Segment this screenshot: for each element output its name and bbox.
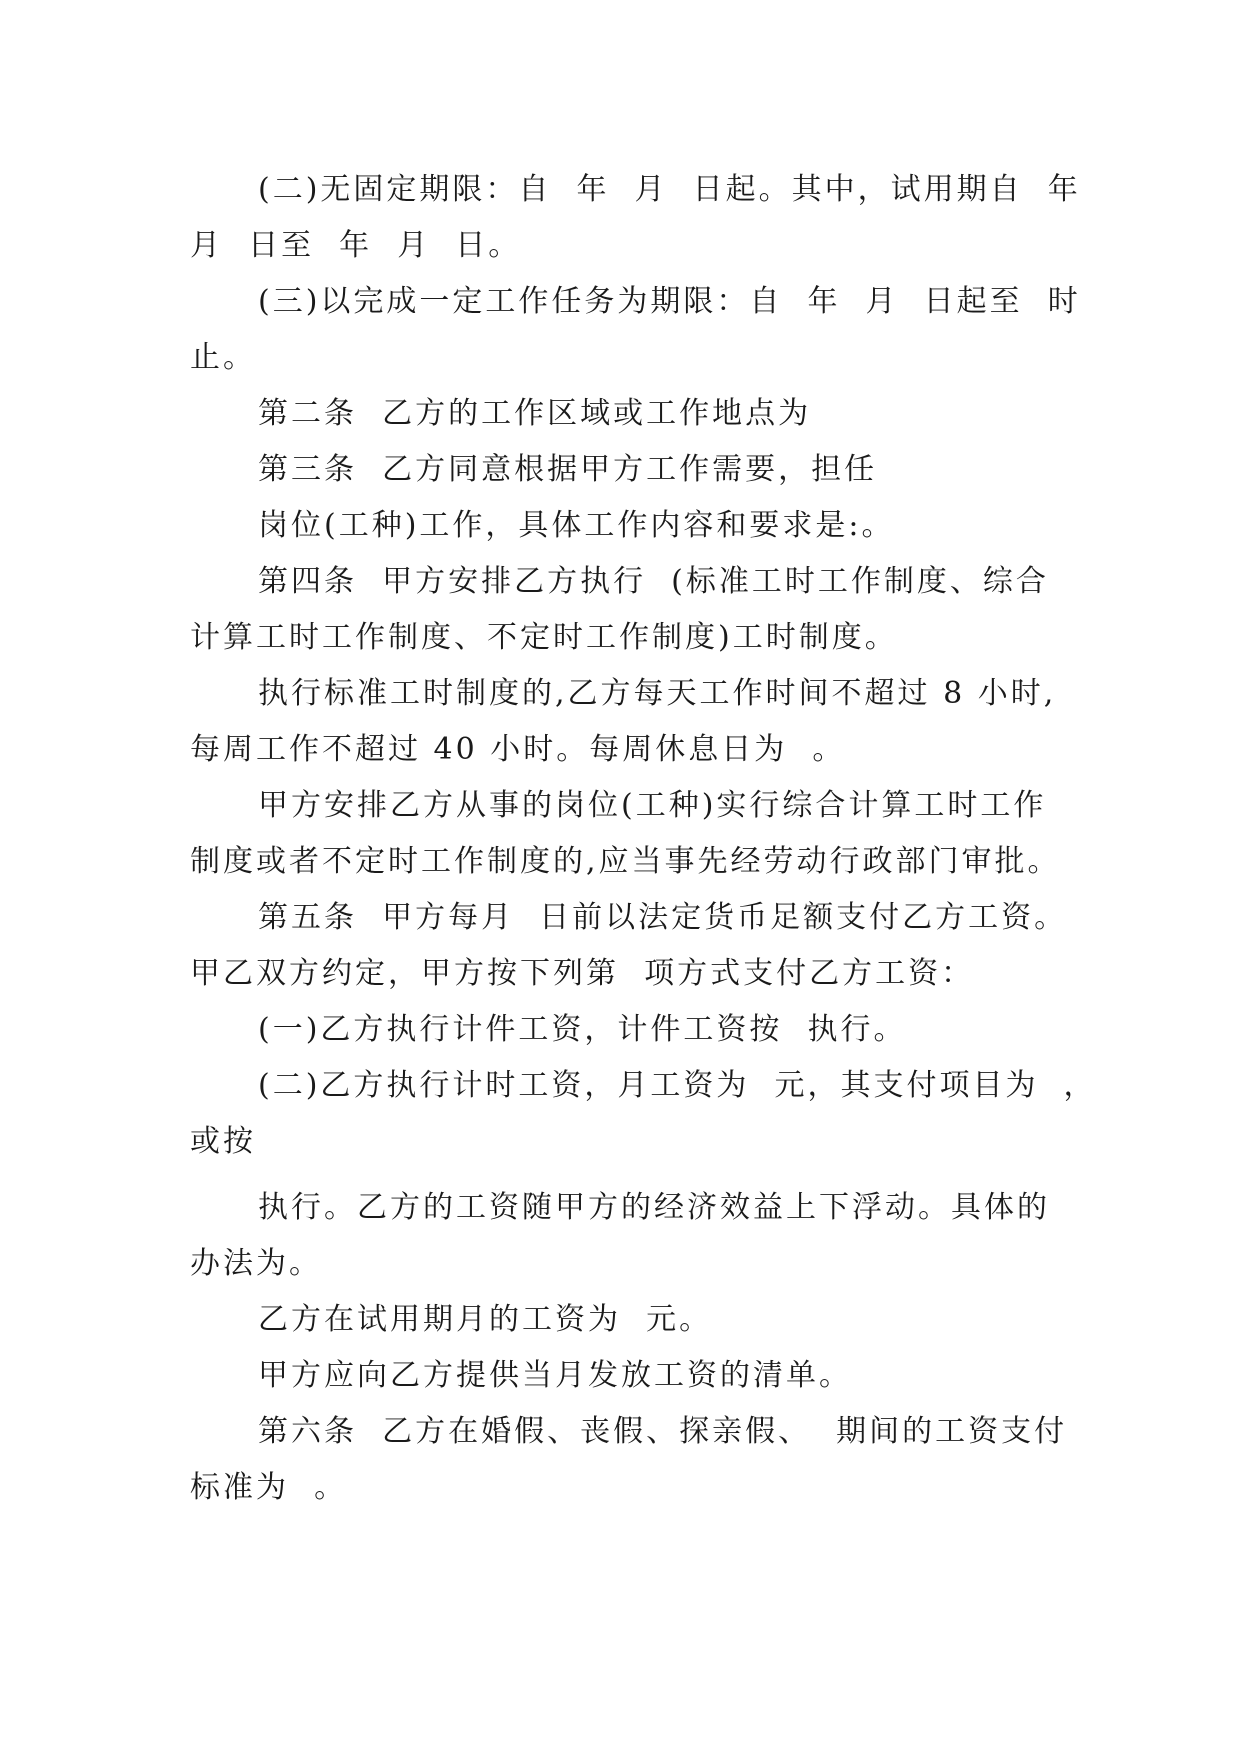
wage-option-piecework: (一)乙方执行计件工资，计件工资按 执行。 — [258, 1012, 907, 1047]
clause-term-indefinite-cont: 月 日至 年 月 日。 — [190, 228, 522, 263]
article-3-position-cont: 岗位(工种)工作，具体工作内容和要求是:。 — [258, 508, 895, 543]
article-5-wages-cont: 甲乙双方约定，甲方按下列第 项方式支付乙方工资： — [190, 956, 975, 991]
approval-paragraph: 甲方安排乙方从事的岗位(工种)实行综合计算工时工作 — [258, 788, 1047, 823]
clause-term-task-cont: 止。 — [190, 340, 256, 375]
approval-paragraph-cont: 制度或者不定时工作制度的,应当事先经劳动行政部门审批。 — [190, 844, 1061, 879]
wage-floating-paragraph: 执行。乙方的工资随甲方的经济效益上下浮动。具体的 — [258, 1190, 1050, 1225]
article-3-position: 第三条 乙方同意根据甲方工作需要，担任 — [258, 452, 878, 487]
article-2-work-location: 第二条 乙方的工作区域或工作地点为 — [258, 396, 812, 431]
article-4-working-hours-cont: 计算工时工作制度、不定时工作制度)工时制度。 — [190, 620, 898, 655]
wage-option-time-based: (二)乙方执行计时工资，月工资为 元，其支付项目为 ， — [258, 1068, 1097, 1103]
wage-floating-paragraph-cont: 办法为。 — [190, 1246, 322, 1281]
probation-wage: 乙方在试用期月的工资为 元。 — [258, 1302, 713, 1337]
article-4-working-hours: 第四条 甲方安排乙方执行 (标准工时工作制度、综合 — [258, 564, 1049, 599]
wage-option-time-based-cont: 或按 — [190, 1124, 256, 1159]
wage-statement: 甲方应向乙方提供当月发放工资的清单。 — [258, 1358, 852, 1393]
article-5-wages: 第五条 甲方每月 日前以法定货币足额支付乙方工资。 — [258, 900, 1068, 935]
clause-term-task: (三)以完成一定工作任务为期限：自 年 月 日起至 时 — [258, 284, 1081, 319]
standard-hours-paragraph: 执行标准工时制度的,乙方每天工作时间不超过 8 小时, — [258, 676, 1057, 711]
article-6-leave-pay: 第六条 乙方在婚假、丧假、探亲假、 期间的工资支付 — [258, 1414, 1068, 1449]
article-6-leave-pay-cont: 标准为 。 — [190, 1470, 348, 1505]
standard-hours-paragraph-cont: 每周工作不超过 40 小时。每周休息日为 。 — [190, 732, 846, 767]
clause-term-indefinite: (二)无固定期限：自 年 月 日起。其中，试用期自 年 — [258, 172, 1081, 207]
